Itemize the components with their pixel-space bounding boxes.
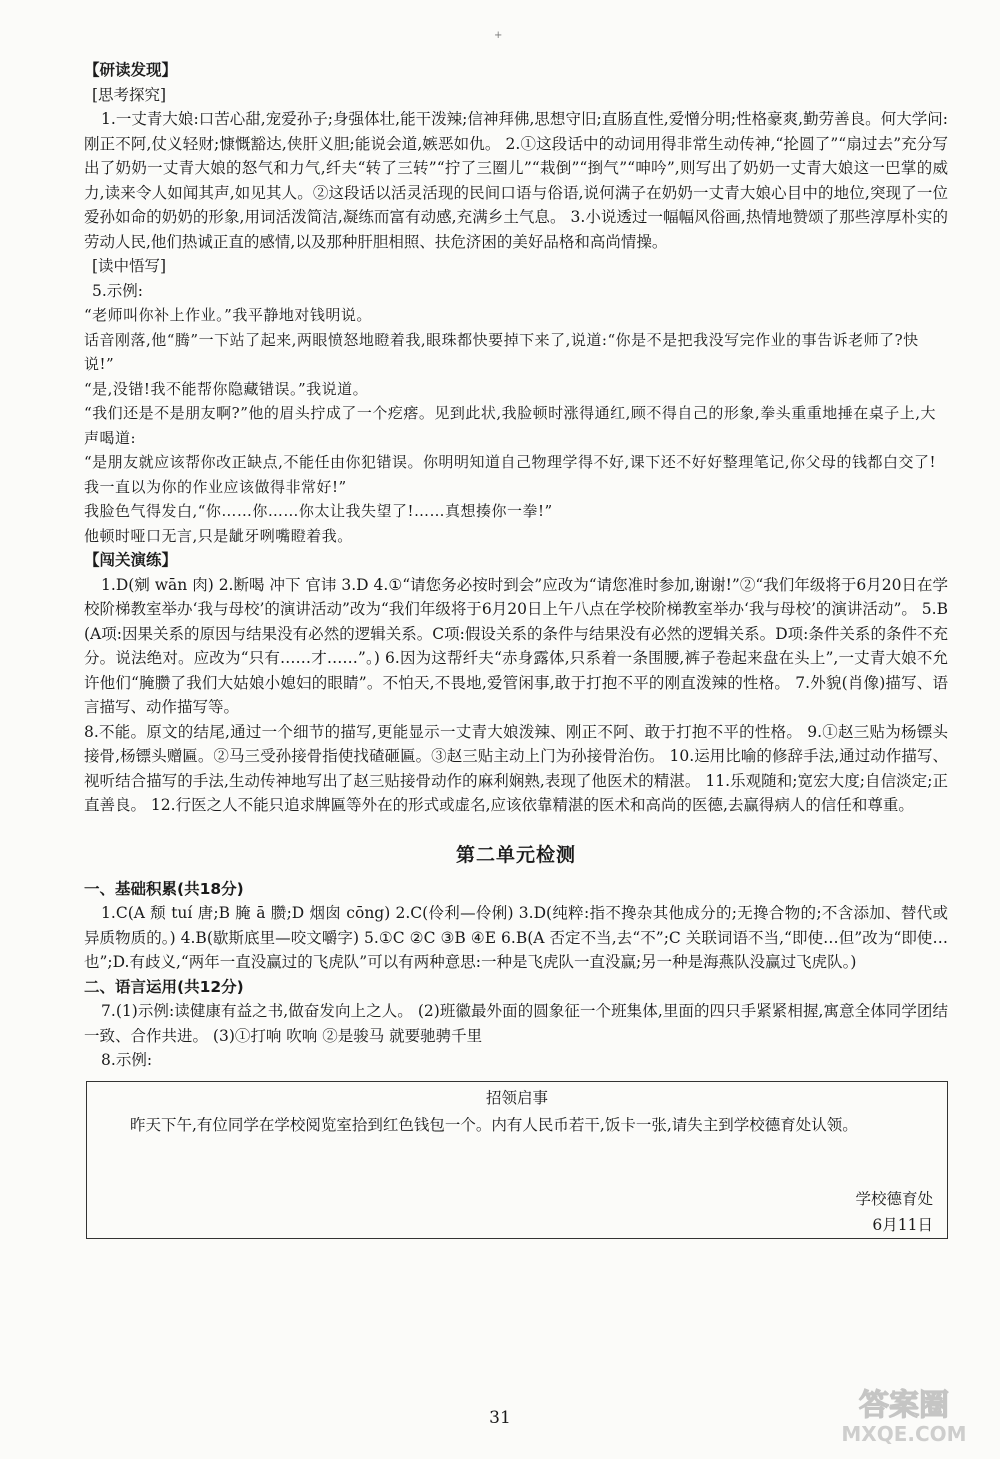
notice-signature: [855, 1186, 933, 1238]
subheading-read-write: [读中悟写]: [92, 257, 167, 275]
answer-paragraph: 8.不能。原文的结尾,通过一个细节的描写,更能显示一丈青大娘泼辣、刚正不阿、敢于打抱不平的性格。 9.①赵三贴为杨镖头接骨,杨镖头赠匾。②马三受孙接骨指使找碴砸匾。③赵三贴主动上门为孙接骨治伤。 10.运用比喻的修辞手法,通过动作描写、视听结合描写的手法,生动传神地写出了赵三贴接骨动作的麻利娴熟,表现了他医术的精湛。 11.乐观随和;宽宏大度;自信淡定;正直善良。 12.行医之人不能只追求牌匾等外在的形式或虚名,应该依靠精湛的医术和高尚的医德,去赢得病人的信任和尊重。: [84, 722, 948, 814]
answer-paragraph: 1.D(剜 wān 肉) 2.断喝 冲下 官讳 3.D 4.①“请您务必按时到会”应改为“请您准时参加,谢谢!”②“我们年级将于6月20日在学校阶梯教室举办‘我与母校’的演讲活动”改为“我们年级将于6月20日上午八点在学校阶梯教室举办‘我与母校’的演讲活动”。 5.B(A项:因果关系的原因与结果没有必然的逻辑关系。C项:假设关系的条件与结果没有必然的逻辑关系。D项:条件关系的条件不充分。说法绝对。应改为“只有……才……”。) 6.因为这帮纤夫“赤身露体,只系着一条围腰,裤子卷起来盘在头上”,一丈青大娘不允许他们“腌臜了我们大姑娘小媳妇的眼睛”。不怕天,不畏地,爱管闲事,敢于打抱不平的刚直泼辣的性格。 7.外貌(肖像)描写、语言描写、动作描写等。: [84, 575, 948, 716]
handwritten-line: “是朋友就应该帮你改正缺点,不能任由你犯错误。你明明知道自己物理学得不好,课下还不好好整理笔记,你父母的钱都白交了!我一直以为你的作业应该做得非常好!”: [84, 453, 937, 496]
handwritten-line: “老师叫你补上作业。”我平静地对钱明说。: [84, 306, 372, 324]
unit-title: 第二单元检测: [455, 843, 576, 866]
part-heading-language: 二、语言运用(共12分): [84, 977, 244, 996]
page-content: [84, 58, 948, 1239]
answer-paragraph: 1.一丈青大娘:口苦心甜,宠爱孙子;身强体壮,能干泼辣;信神拜佛,思想守旧;直肠直性,爱憎分明;性格豪爽,勤劳善良。何大学问:刚正不阿,仗义轻财;慷慨豁达,侠肝义胆;能说会道,嫉恶如仇。 2.①这段话中的动词用得非常生动传神,“抡圆了”“扇过去”充分写出了奶奶一丈青大娘的怒气和力气,纤夫“转了三转”“拧了三圈儿”“栽倒”“捯气”“呻吟”,则写出了奶奶一丈青大娘这一巴掌的威力,读来令人如闻其声,如见其人。②这段话以活灵活现的民间口语与俗语,说何满子在奶奶一丈青大娘心目中的地位,突现了一位爱孙如命的奶奶的形象,用词活泼简洁,凝练而富有动感,充满乡土气息。 3.小说透过一幅幅风俗画,热情地赞颂了那些淳厚朴实的劳动人民,他们热诚正直的感情,以及那种肝胆相照、扶危济困的美好品格和高尚情操。: [84, 110, 948, 251]
example-label: 5.示例:: [92, 281, 144, 300]
notice-date: 6月11日: [872, 1215, 933, 1234]
section-heading-practice: 【闯关演练】: [84, 551, 178, 569]
top-mark: +: [494, 30, 503, 41]
notice-title: 招领启事: [485, 1088, 548, 1107]
watermark-url: MXQE.COM: [841, 1422, 967, 1446]
page-number: 31: [489, 1408, 511, 1428]
example-label: 8.示例:: [101, 1051, 153, 1069]
lost-and-found-notice: [86, 1081, 948, 1239]
handwritten-line: 他顿时哑口无言,只是龇牙咧嘴瞪着我。: [84, 526, 353, 545]
watermark-logo: [824, 1377, 984, 1449]
watermark-text: 答案圈: [859, 1388, 949, 1423]
handwritten-line: “我们还是不是朋友啊?”他的眉头拧成了一个疙瘩。见到此状,我脸顿时涨得通红,顾不得自己的形象,拳头重重地捶在桌子上,大声喝道:: [84, 404, 936, 447]
notice-body: 昨天下午,有位同学在学校阅览室拾到红色钱包一个。内有人民币若干,饭卡一张,请失主到学校德育处认领。: [130, 1115, 858, 1134]
answer-paragraph: 1.C(A 颓 tuí 唐;B 腌 ā 臜;D 烟囱 cōng) 2.C(伶利—伶俐) 3.D(纯粹:指不搀杂其他成分的;无搀合物的;不含添加、替代或异质物质的。) 4.B(歇斯底里—咬文嚼字) 5.①C ②C ③B ④E 6.B(A 否定不当,去“不”;C 关联词语不当,“即使…但”改为“即使…也”;D.有歧义,“两年一直没赢过的飞虎队”可以有两种意思:一种是飞虎队一直没赢;另一种是海燕队没赢过飞虎队。): [84, 904, 948, 971]
handwritten-line: “是,没错!我不能帮你隐藏错误。”我说道。: [84, 379, 369, 398]
section-heading-research: 【研读发现】: [84, 61, 178, 79]
notice-org: 学校德育处: [855, 1189, 933, 1208]
subheading-think: [思考探究]: [92, 85, 167, 104]
answer-paragraph: 7.(1)示例:读健康有益之书,做奋发向上之人。 (2)班徽最外面的圆象征一个班集体,里面的四只手紧紧相握,寓意全体同学团结一致、合作共进。 (3)①打响 吹响 ②是骏马 就要驰骋千里: [84, 1002, 948, 1045]
part-heading-basics: 一、基础积累(共18分): [84, 879, 244, 898]
handwritten-line: 话音刚落,他“腾”一下站了起来,两眼愤怒地瞪着我,眼珠都快要掉下来了,说道:“你是不是把我没写完作业的事告诉老师了?快说!”: [84, 330, 919, 373]
handwritten-line: 我脸色气得发白,“你……你……你太让我失望了!……真想揍你一拳!”: [84, 502, 553, 520]
